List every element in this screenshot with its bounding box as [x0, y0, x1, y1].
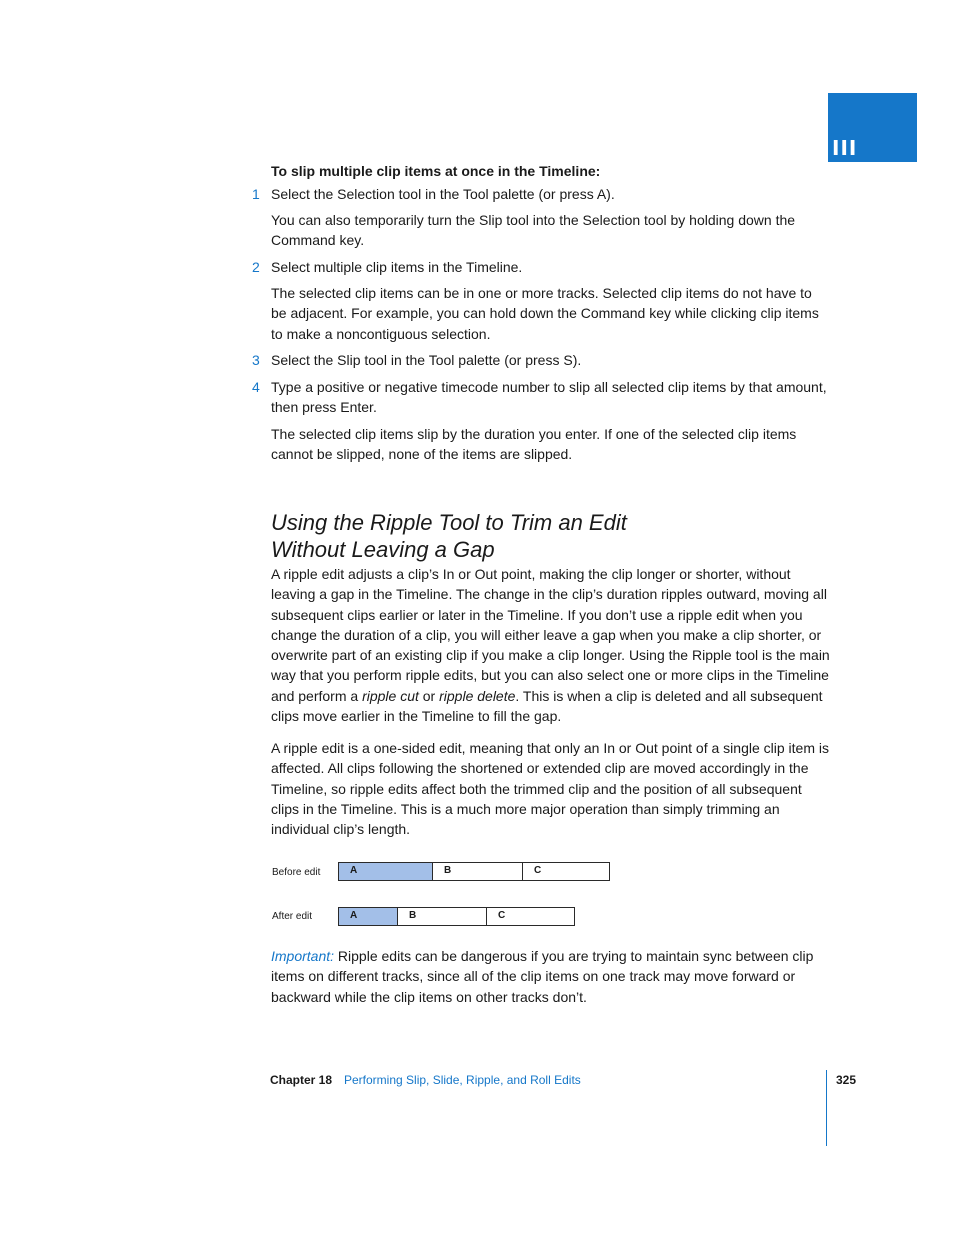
section-heading-line-2: Without Leaving a Gap: [271, 537, 495, 562]
footer-chapter-title[interactable]: Performing Slip, Slide, Ripple, and Roll Edits: [344, 1073, 581, 1087]
one-sided-edit-paragraph: A ripple edit is a one-sided edit, meaning that only an In or Out point of a single clip item is affected. All clips following the shortened or extended clip are moved accordingly in the Timeline, so ripple edits affect both the trimmed clip and the position of all subsequent clips in the Timeline. This is a much more major operation than simply trimming an individual clip’s length.: [271, 740, 829, 838]
step-4-text: Type a positive or negative timecode number to slip all selected clip items by that amount, then press Enter.: [271, 379, 827, 416]
section-heading: [271, 509, 831, 563]
step-1-note: You can also temporarily turn the Slip tool into the Selection tool by holding down the Command key.: [271, 212, 796, 249]
step-2-text: Select multiple clip items in the Timeline.: [271, 259, 523, 275]
step-2-number: 2: [252, 259, 260, 275]
before-clip-b: B: [433, 862, 523, 881]
chapter-tab-label: III: [832, 136, 858, 160]
section-heading-line-1: Using the Ripple Tool to Trim an Edit: [271, 510, 627, 535]
step-1-text: Select the Selection tool in the Tool palette (or press A).: [271, 186, 615, 202]
page-number: 325: [836, 1073, 857, 1087]
step-3-number: 3: [252, 352, 260, 368]
ripple-delete-term: ripple delete: [439, 687, 516, 704]
after-edit-track: [338, 907, 575, 926]
before-edit-label: Before edit: [272, 867, 321, 878]
step-4-note: The selected clip items slip by the duration you enter. If one of the selected clip items cannot be slipped, none of the items are slipped.: [271, 426, 797, 463]
ripple-cut-term: ripple cut: [362, 687, 419, 704]
para1-text-a: A ripple edit adjusts a clip’s In or Out point, making the clip longer or shorter, without leaving a gap in the Timeline. The change in the clip’s duration ripples outward, moving all subsequent clips earlier or later in the Timeline. If you don’t use a ripple edit when you change the duration of a clip, you will either leave a gap when you make a clip shorter, or overwrite part of an existing clip if you make a clip longer. Using the Ripple tool is the main way that you perform ripple edits, but you can also select one or more clips in the Timeline and perform a: [271, 566, 830, 704]
para1-text-c: . This is when a clip is deleted and all subsequent clips move earlier in the Timeline to fill the gap.: [271, 687, 823, 725]
before-clip-a: A: [338, 862, 433, 881]
step-1-number: 1: [252, 186, 260, 202]
important-label: Important:: [271, 948, 335, 964]
after-edit-label: After edit: [272, 911, 313, 922]
after-clip-c: C: [487, 907, 575, 926]
procedure-title: To slip multiple clip items at once in the Timeline:: [271, 163, 601, 179]
step-4-number: 4: [252, 379, 260, 395]
ripple-intro-paragraph: [271, 564, 831, 726]
footer-chapter: Chapter 18: [270, 1073, 333, 1087]
before-clip-c: C: [523, 862, 610, 881]
footer-divider: [826, 1070, 827, 1146]
before-edit-track: [338, 862, 610, 881]
step-3-text: Select the Slip tool in the Tool palette (or press S).: [271, 352, 582, 368]
important-note: [271, 946, 831, 1007]
para1-text-b: or: [418, 687, 440, 704]
after-clip-a: A: [338, 907, 398, 926]
after-clip-b: B: [398, 907, 487, 926]
chapter-tab: [828, 93, 917, 162]
step-2-note: The selected clip items can be in one or more tracks. Selected clip items do not have to be adjacent. For example, you can hold down the Command key while clicking clip items to make a noncontiguous selection.: [271, 285, 819, 342]
important-text: Ripple edits can be dangerous if you are trying to maintain sync between clip items on different tracks, since all of the clip items on one track may move forward or backward while the clip items on other tracks don’t.: [271, 948, 814, 1005]
